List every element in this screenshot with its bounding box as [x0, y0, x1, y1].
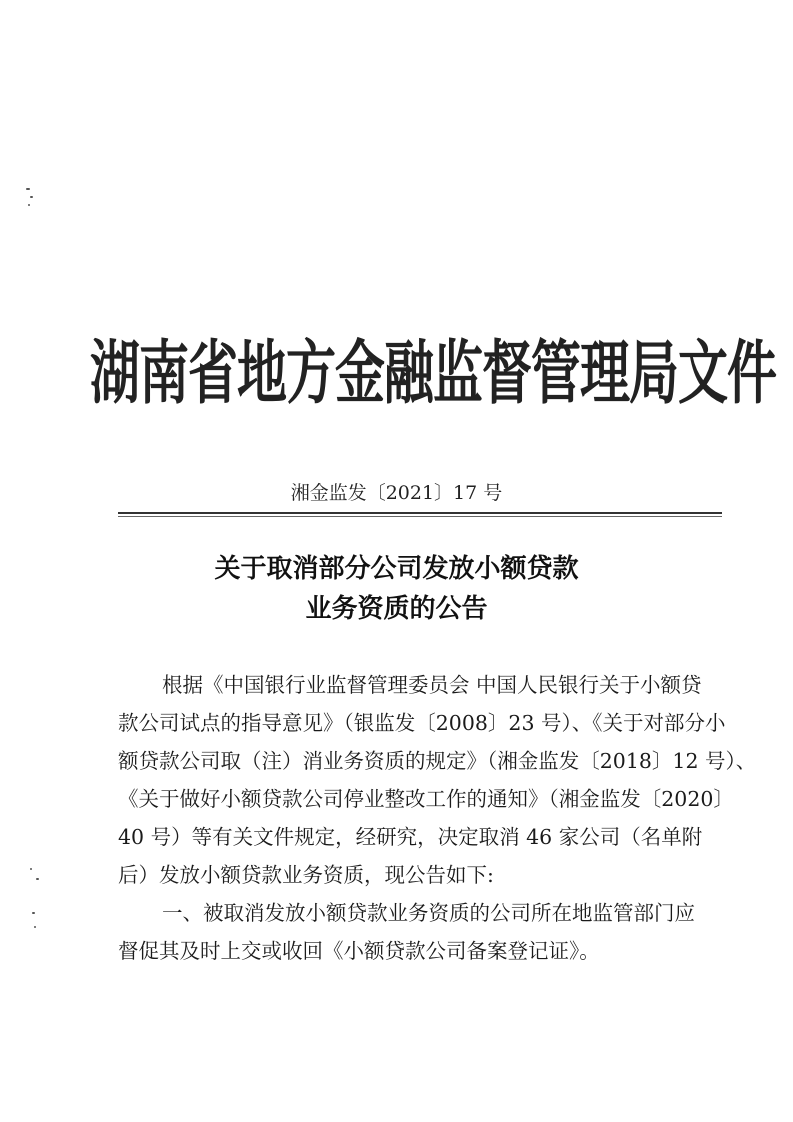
body-text-line: 额贷款公司取（注）消业务资质的规定》（湘金监发〔2018〕12 号）、	[118, 749, 757, 773]
issuing-authority-heading: 湖南省地方金融监督管理局文件	[90, 333, 776, 414]
body-text-line: 40 号）等有关文件规定，经研究，决定取消 46 家公司（名单附	[118, 825, 703, 849]
body-text-line: 根据《中国银行业监督管理委员会 中国人民银行关于小额贷	[162, 673, 702, 697]
document-number: 湘金监发〔2021〕17 号	[290, 482, 503, 504]
body-text-line: 后）发放小额贷款业务资质，现公告如下:	[118, 863, 494, 887]
notice-title-line-1: 关于取消部分公司发放小额贷款	[214, 554, 579, 584]
body-text-line: 《关于做好小额贷款公司停业整改工作的通知》（湘金监发〔2020〕	[118, 787, 734, 811]
header-divider-thin	[118, 516, 722, 517]
body-text-line: 督促其及时上交或收回《小额贷款公司备案登记证》。	[118, 939, 600, 963]
body-text-line: 一、被取消发放小额贷款业务资质的公司所在地监管部门应	[162, 901, 695, 925]
notice-title-line-2: 业务资质的公告	[305, 594, 488, 624]
header-divider	[118, 512, 722, 514]
body-text-line: 款公司试点的指导意见》（银监发〔2008〕23 号）、《关于对部分小	[118, 711, 726, 735]
